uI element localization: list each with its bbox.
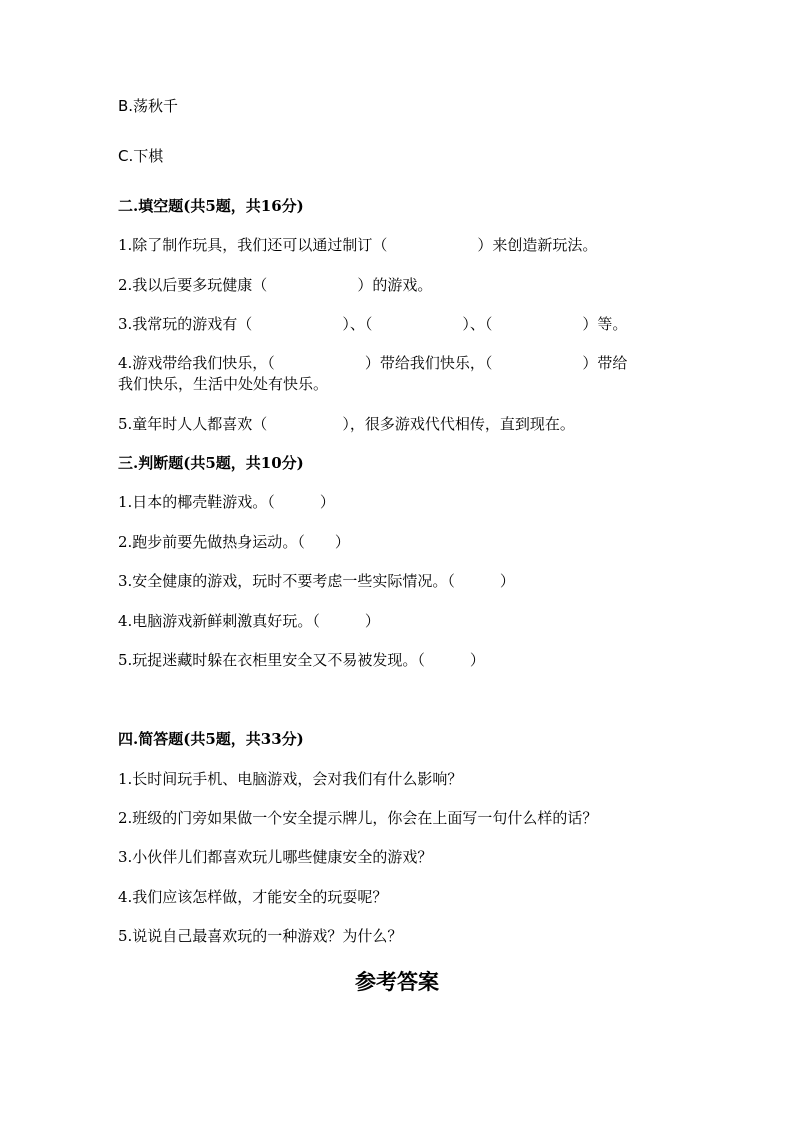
fill-question-4-line-1: 4.游戏带给我们快乐，（ ）带给我们快乐，（ ）带给 [118,354,628,372]
judge-question-2: 2.跑步前要先做热身运动。（ ） [118,533,350,551]
section-heading-fill-in: 二.填空题(共5题，共16分) [118,197,304,215]
section-heading-short-answer: 四.简答题(共5题，共33分) [118,730,304,748]
fill-question-1: 1.除了制作玩具，我们还可以通过制订（ ）来创造新玩法。 [118,236,598,254]
judge-question-1: 1.日本的椰壳鞋游戏。（ ） [118,493,335,511]
answer-key-title: 参考答案 [355,969,439,994]
short-question-4: 4.我们应该怎样做，才能安全的玩耍呢？ [118,888,388,906]
judge-question-5: 5.玩捉迷藏时躲在衣柜里安全又不易被发现。（ ） [118,651,485,669]
fill-question-4-line-2: 我们快乐，生活中处处有快乐。 [118,375,329,393]
short-question-1: 1.长时间玩手机、电脑游戏，会对我们有什么影响？ [118,770,463,788]
fill-question-3: 3.我常玩的游戏有（ ）、（ ）、（ ）等。 [118,315,628,333]
option-c: C.下棋 [118,147,164,165]
fill-question-5: 5.童年时人人都喜欢（ ），很多游戏代代相传，直到现在。 [118,415,575,433]
section-heading-true-false: 三.判断题(共5题，共10分) [118,454,304,472]
option-b: B.荡秋千 [118,97,179,115]
judge-question-3: 3.安全健康的游戏，玩时不要考虑一些实际情况。（ ） [118,572,515,590]
short-question-2: 2.班级的门旁如果做一个安全提示牌儿，你会在上面写一句什么样的话？ [118,809,598,827]
fill-question-2: 2.我以后要多玩健康（ ）的游戏。 [118,276,433,294]
short-question-5: 5.说说自己最喜欢玩的一种游戏？为什么？ [118,927,403,945]
short-question-3: 3.小伙伴儿们都喜欢玩儿哪些健康安全的游戏？ [118,848,433,866]
judge-question-4: 4.电脑游戏新鲜刺激真好玩。（ ） [118,612,380,630]
